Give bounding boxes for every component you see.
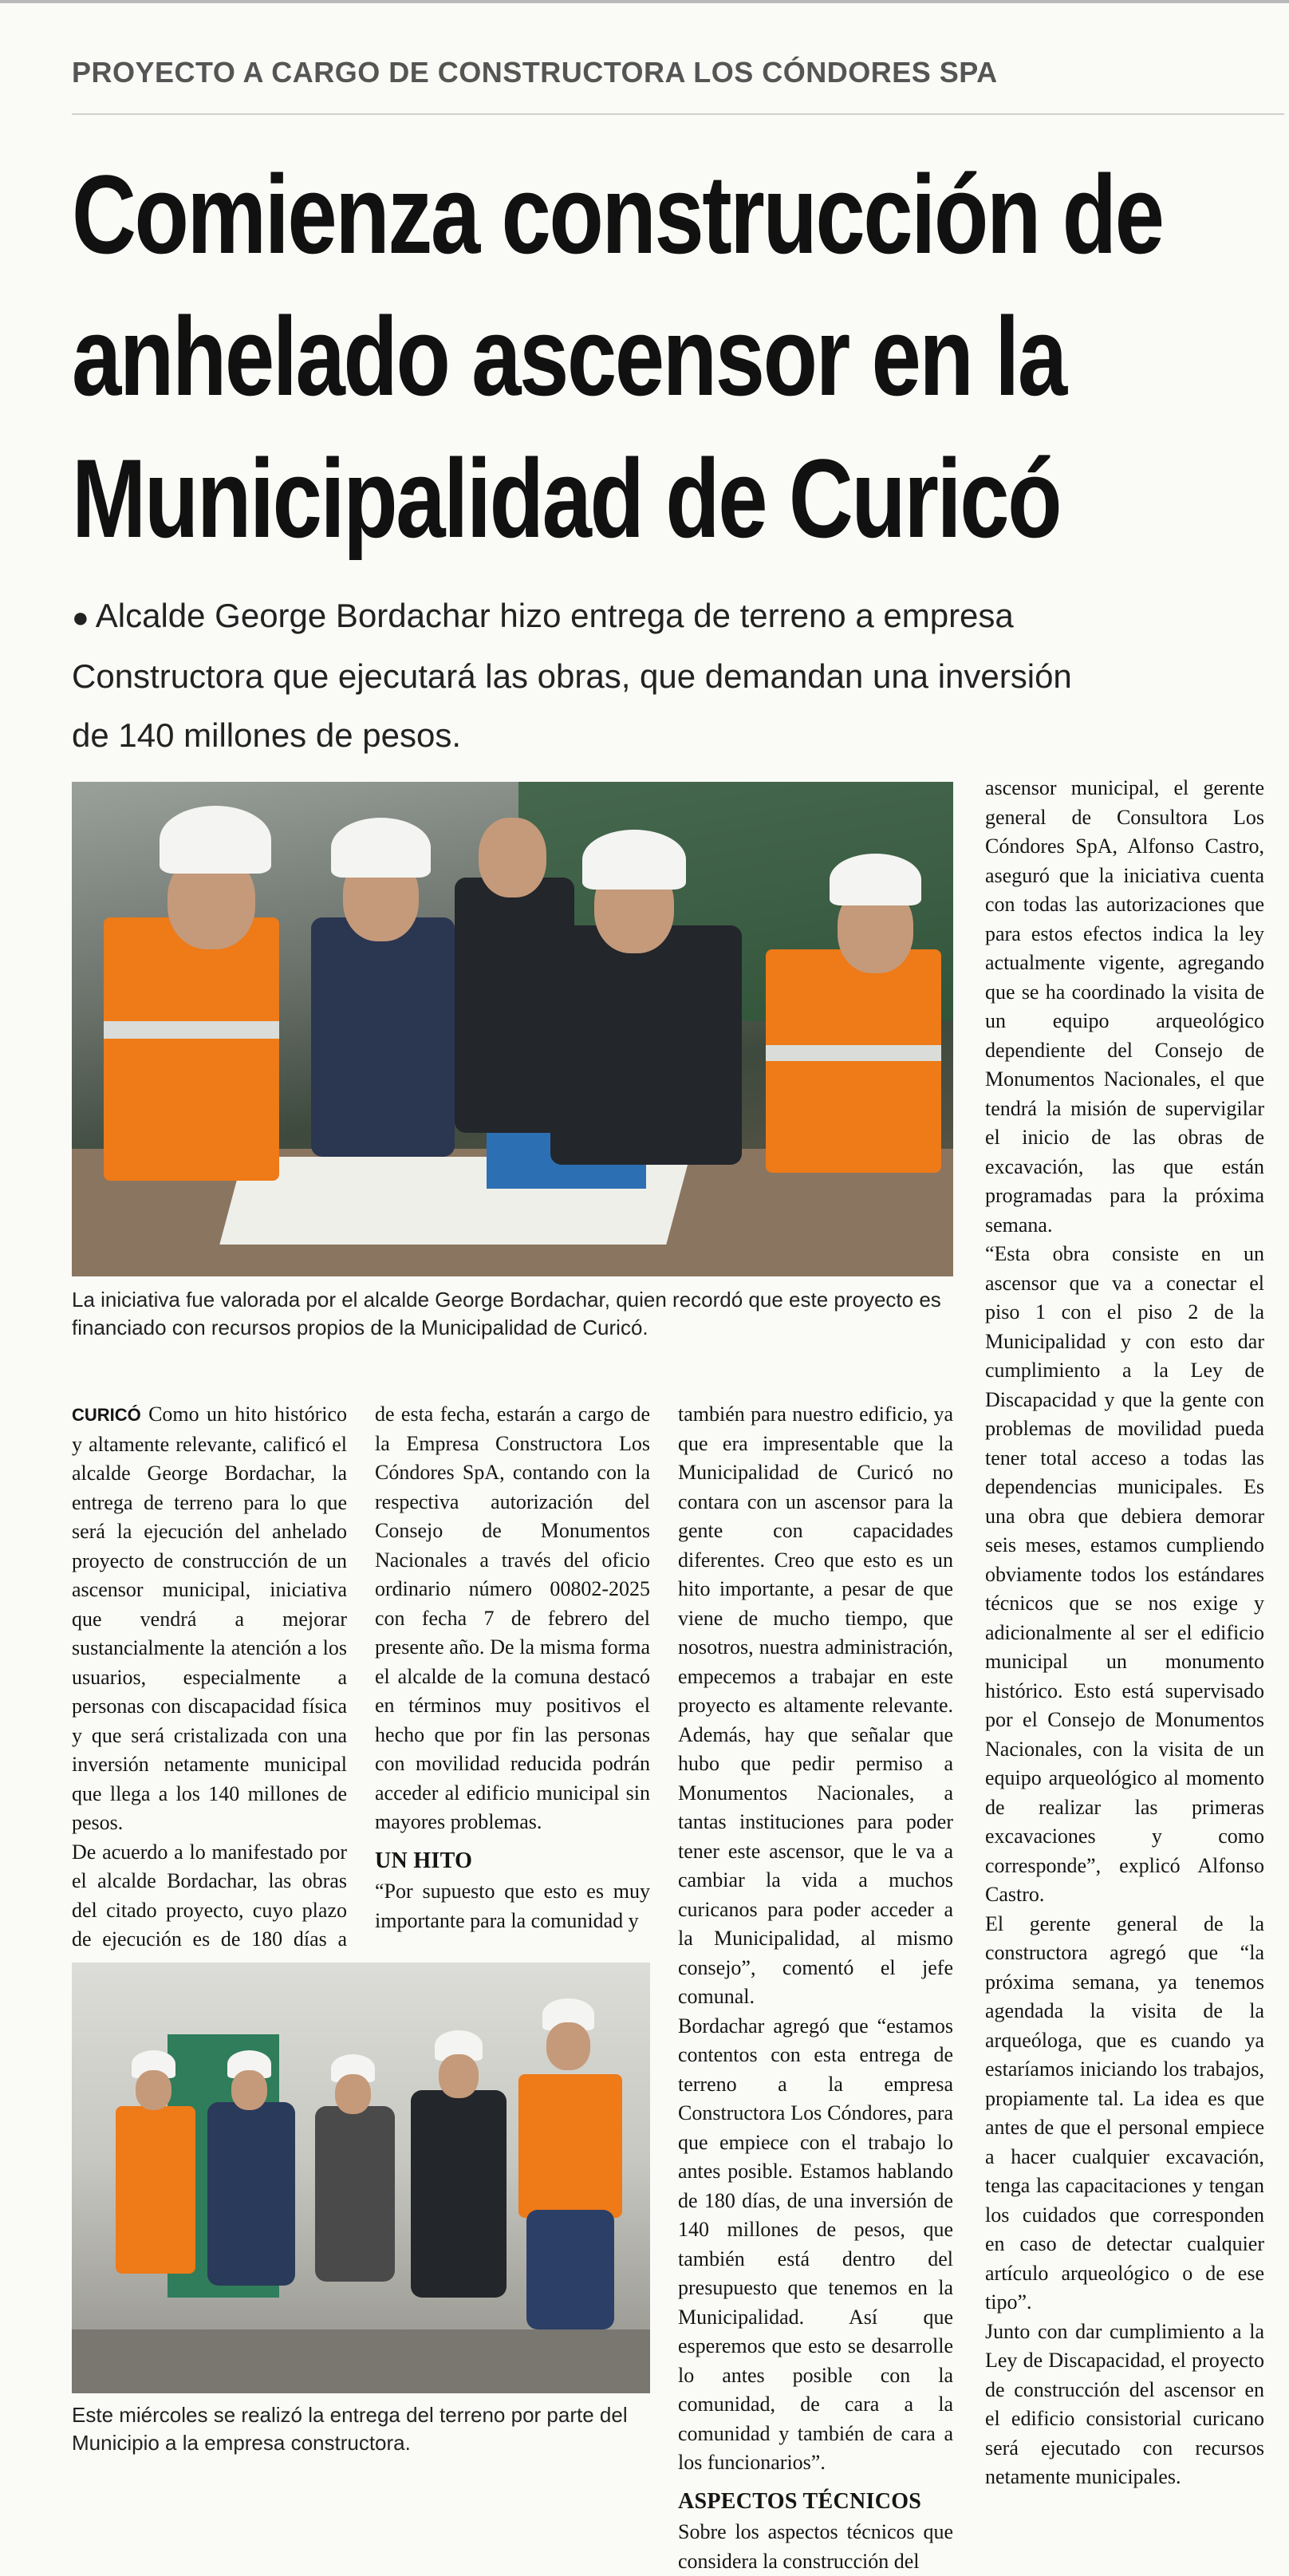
col4-paragraph-2: “Esta obra consiste en un ascensor que va a conectar el piso 1 con el piso 2 de la Municipalidad y con esto dar cumplimiento a la Ley de Discapacidad y que la gente con problemas de movilidad pueda tener total acceso a todas las dependencias municipales. Es una obra que debiera demorar seis meses, estamos cumpliendo obviamente todos los estándares técnicos que se nos exige y adicionalmente al ser el edificio municipal un monumento histórico. Esto está supervisado por el Consejo de Monumentos Nacionales, con la visita de un equipo arqueológico al momento de realizar las primeras excavaciones y como corresponde”, explicó Alfonso Castro. [985,1242,1264,1906]
subhead [72,586,1188,765]
body-column-4 [985,774,1264,2492]
main-photo [72,782,953,1276]
body-column-3 [678,1400,953,2576]
col4-paragraph-1: ascensor municipal, el gerente general de Consultora Los Cóndores SpA, Alfonso Castro, aseguró que la iniciativa cuenta con todas las autorizaciones que para estos efectos indica la ley actualmente vigente, agregando que se ha coordinado la visita de un equipo arqueológico dependiente del Consejo de Monumentos Nacionales, el que tendrá la misión de supervigilar el inicio de las obras de excavación, las que están programadas para la próxima semana. [985,776,1264,1237]
body-column-1 [72,1400,347,1983]
main-photo-caption: La iniciativa fue valorada por el alcalde George Bordachar, quien recordó que este proyecto es financiado con recursos propios de la Municipalidad de Curicó. [72,1288,941,1339]
headline [72,144,1284,570]
headline-line-2: anhelado ascensor en la [72,294,1066,419]
subhead-line-2: Constructora que ejecutará las obras, que demandan una inversión [72,657,1072,695]
subhead-line-3: de 140 millones de pesos. [72,716,461,754]
col1-paragraph-2: De acuerdo a lo manifestado por el alcalde Bordachar, las obras del citado proyecto, cuyo plazo de ejecución es de 180 días a [72,1840,347,1951]
col3-paragraph-1: también para nuestro edificio, ya que era impresentable que la Municipalidad de Curicó no contara con un ascensor para la gente con capacidades diferentes. Creo que esto es un hito importante, a pesar de que viene de mucho tiempo, que nosotros, nuestra administración, empecemos a trabajar en este proyecto es altamente relevante. Además, hay que señalar que hubo que pedir permiso a Monumentos Nacionales, a tantas instituciones para poder tener este ascensor, que le va a cambiar la vida a muchos curicanos para poder acceder a la Municipalidad, al mismo consejo”, comentó el jefe comunal. [678,1402,953,2008]
headline-line-1: Comienza construcción de [72,152,1163,277]
col2-paragraph-1: de esta fecha, estarán a cargo de la Empresa Constructora Los Cóndores SpA, contando con la respectiva autorización del Consejo de Monumentos Nacionales a través del oficio ordinario número 00802-2025 con fecha 7 de febrero del presente año. De la misma forma el alcalde de la comuna destacó en términos muy positivos el hecho que por fin las personas con movilidad reducida podrán acceder al edificio municipal sin mayores problemas. [375,1402,650,1833]
dateline: CURICÓ [72,1405,141,1425]
group-photo [72,1963,650,2393]
col3-paragraph-3: Sobre los aspectos técnicos que considera la construcción del [678,2520,953,2573]
col2-paragraph-2: “Por supuesto que esto es muy importante para la comunidad y [375,1880,650,1932]
headline-line-3: Municipalidad de Curicó [72,436,1061,561]
col3-paragraph-2: Bordachar agregó que “estamos contentos con esta entrega de terreno a la empresa Constructora Los Cóndores, para que empiece con el trabajo lo antes posible. Estamos hablando de 180 días, de una inversión de 140 millones de pesos, que también está dentro del presupuesto que tenemos en la Municipalidad. Así que esperemos que esto se desarrolle lo antes posible con la comunidad, de cara a la comunidad y también de cara a los funcionarios”. [678,2014,953,2474]
section-heading-un-hito: UN HITO [375,1848,473,1873]
bullet-icon: ● [72,601,89,633]
col4-paragraph-3: El gerente general de la constructora agregó que “la próxima semana, ya tenemos agendada la visita de la arqueóloga, que es cuando ya estaríamos iniciando los trabajos, propiamente tal. La idea es que antes de que el personal empiece a hacer cualquier excavación, tenga las capacitaciones y tengan los cuidados que corresponden en caso de detectar cualquier artículo arqueológico o de ese tipo”. [985,1911,1264,2314]
subhead-line-1: Alcalde George Bordachar hizo entrega de terreno a empresa [95,597,1014,634]
top-rule [0,0,1289,3]
group-photo-caption: Este miércoles se realizó la entrega del terreno por parte del Municipio a la empresa constructora. [72,2403,628,2455]
kicker: PROYECTO A CARGO DE CONSTRUCTORA LOS CÓNDORES SPA [72,56,998,89]
col4-paragraph-4: Junto con dar cumplimiento a la Ley de Discapacidad, el proyecto de construcción del ascensor en el edificio consistorial curicano será ejecutado con recursos netamente municipales. [985,2319,1264,2488]
col1-paragraph-1: Como un hito histórico y altamente relevante, calificó el alcalde George Bordachar, la entrega de terreno para lo que será la ejecución del anhelado proyecto de construcción de un ascensor municipal, iniciativa que vendrá a mejorar sustancialmente la atención a los usuarios, especialmente a personas con discapacidad física y que será cristalizada con una inversión netamente municipal que llega a los 140 millones de pesos. [72,1402,348,1834]
section-heading-aspectos-tecnicos: ASPECTOS TÉCNICOS [678,2488,922,2514]
kicker-rule [72,113,1284,115]
body-column-2 [375,1400,650,1935]
